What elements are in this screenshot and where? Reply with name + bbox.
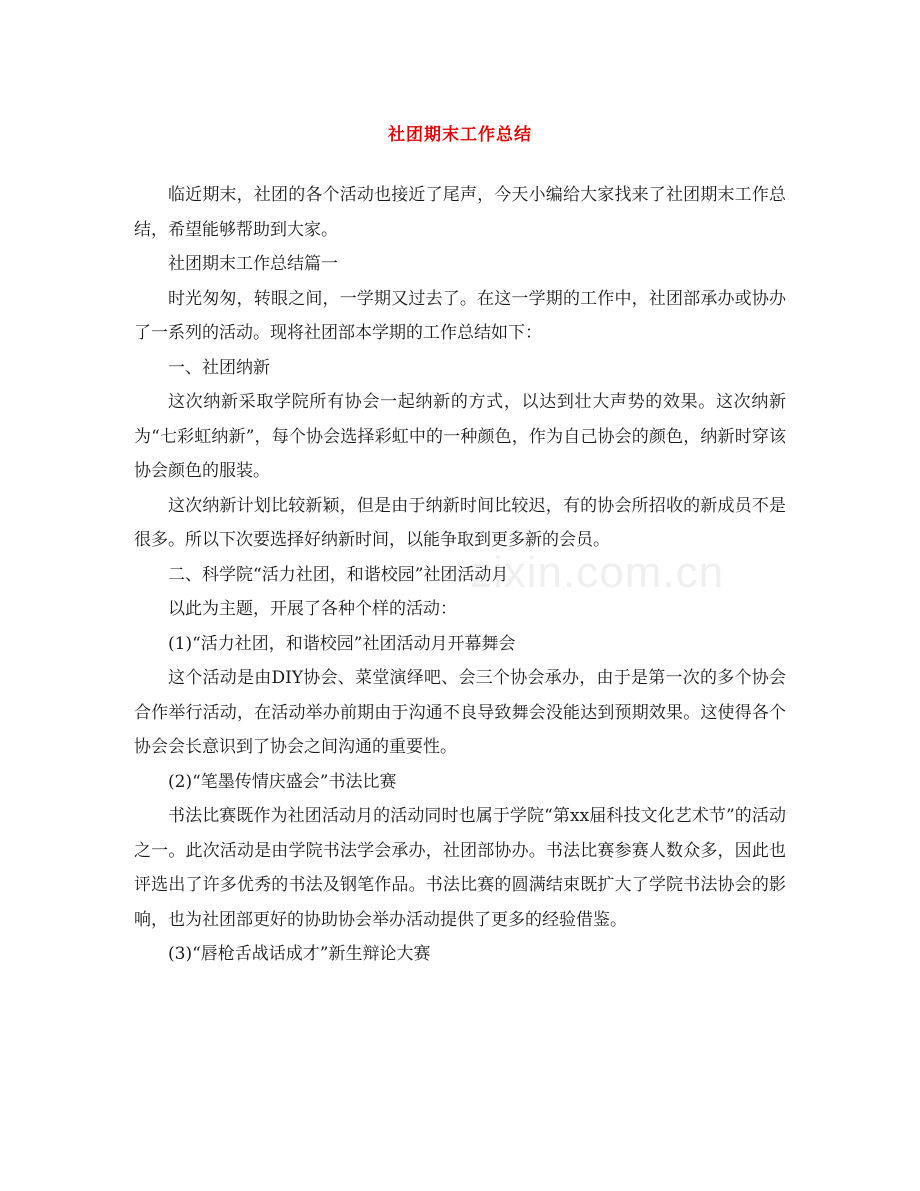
document-title: 社团期末工作总结 xyxy=(388,125,532,145)
body-paragraph: 这次纳新计划比较新颖，但是由于纳新时间比较迟，有的协会所招收的新成员不是很多。所以下次要选择好纳新时间，以能争取到更多新的会员。 xyxy=(134,495,786,550)
item-heading: (1)“活力社团，和谐校园”社团活动月开幕舞会 xyxy=(168,633,516,654)
item-heading: (3)“唇枪舌战话成才”新生辩论大赛 xyxy=(168,944,431,964)
item-heading: (2)“笔墨传情庆盛会”书法比赛 xyxy=(168,771,397,792)
document-body xyxy=(134,178,786,972)
intro-paragraph: 临近期末，社团的各个活动也接近了尾声，今天小编给大家找来了社团期末工作总结，希望能够帮助到大家。 xyxy=(134,185,786,240)
body-paragraph: 这个活动是由DIY协会、菜堂演绎吧、会三个协会承办，由于是第一次的多个协会合作举行活动，在活动举办前期由于沟通不良导致舞会没能达到预期效果。这使得各个协会会长意识到了协会之间沟通的重要性。 xyxy=(134,668,786,757)
body-paragraph: 时光匆匆，转眼之间，一学期又过去了。在这一学期的工作中，社团部承办或协办了一系列的活动。现将社团部本学期的工作总结如下： xyxy=(134,288,786,343)
body-paragraph: 以此为主题，开展了各种个样的活动： xyxy=(168,599,457,619)
body-paragraph: 书法比赛既作为社团活动月的活动同时也属于学院“第xx届科技文化艺术节”的活动之一。此次活动是由学院书法学会承办，社团部协办。书法比赛参赛人数众多，因此也评选出了许多优秀的书法及钢笔作品。书法比赛的圆满结束既扩大了学院书法协会的影响，也为社团部更好的协助协会举办活动提供了更多的经验借鉴。 xyxy=(134,806,786,930)
section-heading: 社团期末工作总结篇一 xyxy=(168,254,338,274)
subsection-heading: 二、科学院“活力社团，和谐校园”社团活动月 xyxy=(168,564,509,585)
subsection-heading: 一、社团纳新 xyxy=(168,357,270,378)
body-paragraph: 这次纳新采取学院所有协会一起纳新的方式，以达到壮大声势的效果。这次纳新为“七彩虹纳新”，每个协会选择彩虹中的一种颜色，作为自己协会的颜色，纳新时穿该协会颜色的服装。 xyxy=(134,392,786,481)
watermark: zixin.com.cn xyxy=(470,548,725,597)
